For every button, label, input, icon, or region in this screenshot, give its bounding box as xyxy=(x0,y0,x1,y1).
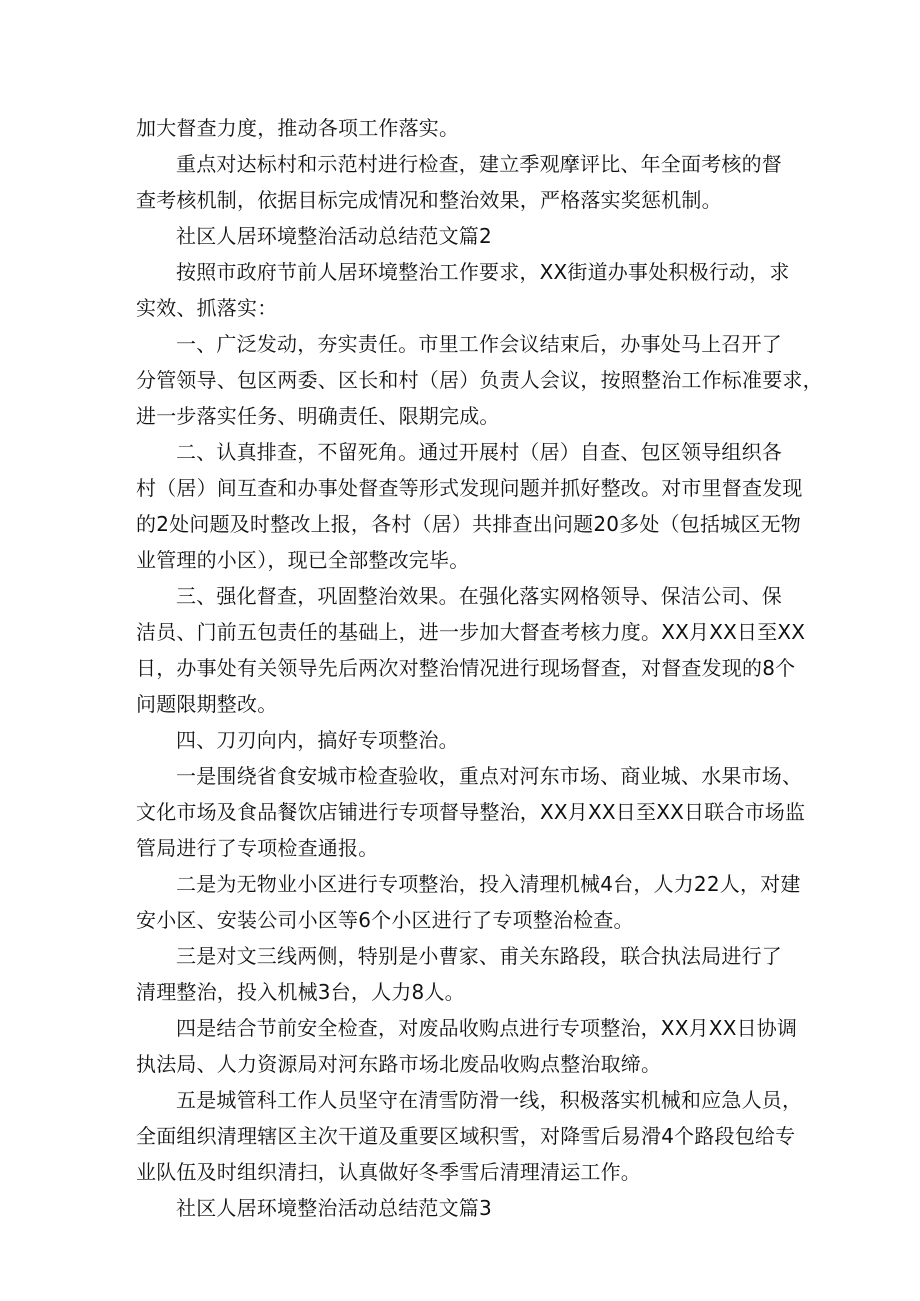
paragraph xyxy=(136,1010,798,1082)
paragraph xyxy=(136,758,806,866)
text-line: 社区人居环境整治活动总结范文篇2 xyxy=(176,224,492,248)
text-line: 安小区、安装公司小区等6个小区进行了专项整治检查。 xyxy=(136,908,634,932)
text-line: 业管理的小区），现已全部整改完毕。 xyxy=(136,548,470,572)
text-line: 加大督查力度，推动各项工作落实。 xyxy=(136,116,460,140)
paragraph xyxy=(136,938,788,1010)
paragraph xyxy=(136,146,788,218)
text-line: 问题限期整改。 xyxy=(136,692,278,716)
paragraph xyxy=(136,722,788,758)
paragraph xyxy=(136,326,823,434)
text-line: 三、强化督查，巩固整治效果。在强化落实网格领导、保洁公司、保 xyxy=(176,584,782,608)
text-line: 三是对文三线两侧，特别是小曹家、甫关东路段，联合执法局进行了 xyxy=(176,944,782,968)
text-line: 按照市政府节前人居环境整治工作要求，XX街道办事处积极行动，求 xyxy=(176,260,790,284)
section-heading xyxy=(136,218,788,254)
text-line: 洁员、门前五包责任的基础上，进一步加大督查考核力度。XX月XX日至XX xyxy=(136,620,806,644)
text-line: 一是围绕省食安城市检查验收，重点对河东市场、商业城、水果市场、 xyxy=(176,764,803,788)
paragraph xyxy=(136,434,803,578)
section-heading xyxy=(136,1190,788,1226)
paragraph xyxy=(136,254,788,326)
document-body xyxy=(136,110,823,1226)
text-line: 管局进行了专项检查通报。 xyxy=(136,836,379,860)
text-line: 清理整治，投入机械3台，人力8人。 xyxy=(136,980,465,1004)
text-line: 五是城管科工作人员坚守在清雪防滑一线，积极落实机械和应急人员， xyxy=(176,1088,803,1112)
text-line: 文化市场及食品餐饮店铺进行专项督导整治，XX月XX日至XX日联合市场监 xyxy=(136,800,806,824)
text-line: 二、认真排查，不留死角。通过开展村（居）自查、包区领导组织各 xyxy=(176,440,782,464)
paragraph xyxy=(136,578,806,722)
text-line: 全面组织清理辖区主次干道及重要区域积雪，对降雪后易滑4个路段包给专 xyxy=(136,1124,796,1148)
paragraph xyxy=(136,866,801,938)
text-line: 一、广泛发动，夯实责任。市里工作会议结束后，办事处马上召开了 xyxy=(176,332,782,356)
text-line: 村（居）间互查和办事处督查等形式发现问题并抓好整改。对市里督查发现 xyxy=(136,476,803,500)
text-line: 社区人居环境整治活动总结范文篇3 xyxy=(176,1196,492,1220)
text-line: 日，办事处有关领导先后两次对整治情况进行现场督查，对督查发现的8个 xyxy=(136,656,796,680)
text-line: 的2处问题及时整改上报，各村（居）共排查出问题20多处（包括城区无物 xyxy=(136,512,801,536)
text-line: 分管领导、包区两委、区长和村（居）负责人会议，按照整治工作标准要求， xyxy=(136,368,823,392)
paragraph xyxy=(136,110,788,146)
text-line: 查考核机制，依据目标完成情况和整治效果，严格落实奖惩机制。 xyxy=(136,188,722,212)
text-line: 业队伍及时组织清扫，认真做好冬季雪后清理清运工作。 xyxy=(136,1160,641,1184)
paragraph xyxy=(136,1082,803,1190)
text-line: 执法局、人力资源局对河东路市场北废品收购点整治取缔。 xyxy=(136,1052,662,1076)
text-line: 实效、抓落实： xyxy=(136,296,278,320)
text-line: 四是结合节前安全检查，对废品收购点进行专项整治，XX月XX日协调 xyxy=(176,1016,798,1040)
text-line: 重点对达标村和示范村进行检查，建立季观摩评比、年全面考核的督 xyxy=(176,152,782,176)
text-line: 四、刀刃向内，搞好专项整治。 xyxy=(176,728,459,752)
text-line: 进一步落实任务、明确责任、限期完成。 xyxy=(136,404,500,428)
text-line: 二是为无物业小区进行专项整治，投入清理机械4台，人力22人，对建 xyxy=(176,872,801,896)
